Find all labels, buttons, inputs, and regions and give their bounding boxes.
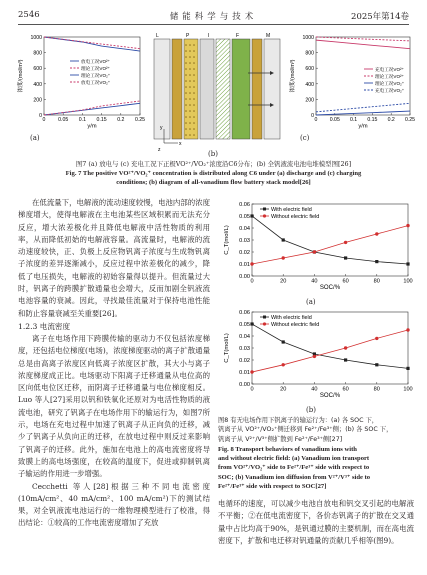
x-tick-label: 0.15 [367,117,378,124]
current-collector-left [172,39,182,139]
legend-label: Without electric field [271,322,320,328]
x-tick-label: 60 [342,278,349,285]
series-line [316,111,410,115]
cecchetti-line: 准，得出结论：①较高的工作电流密度增加了充放 [18,506,210,528]
cell-c2 [200,39,214,139]
electrode-dot [185,74,187,76]
fig8-caption-en-line: Fe²⁺/Fe³⁺ side with respect to SOC[27] [218,482,327,490]
flow-rate-line: 在低流量下，电解液的流动速度较慢，电池内 [32,198,181,207]
cecchetti-line: 果，对全钒液流电池运行的一维物理模型进行了校 [18,506,188,516]
electric-field-line: 下阳离子迁移通量从电位高的区向低电位区迁移，而 [18,370,210,393]
y-tick-label: 0.05 [239,214,250,220]
electrode-dot [193,122,195,124]
fig7-caption-en-1: Fig. 7 The positive VO²⁺/VO₂⁺ concentration is distributed along C6 under (a) discharge and (c) charging [65,170,362,177]
x-tick-label: 0 [42,117,46,124]
series-line [316,103,410,112]
fig8-caption-en-line: Fig. 8 Transport behaviors of vanadium ions with [218,446,357,453]
fig8b-label: (b) [306,406,316,414]
electrode-dot [193,44,195,46]
left-column [18,197,210,530]
data-point [344,241,347,244]
tag-P: P [186,33,190,39]
y-axis-label: 浓度/(mol/m³) [290,59,296,93]
y-tick-label: 0.00 [239,382,250,388]
series-line [252,226,408,264]
series-line [316,37,410,41]
y-tick-label: 200 [305,97,314,104]
fig8-caption-cn-line: 图8 有无电场作用下钒离子的输运行为：(a) 各 SOC 下， [218,417,379,424]
x-tick-label: 0 [314,117,318,124]
y-tick-label: 1000 [30,35,42,41]
electrode-dot [193,110,195,112]
data-point [406,328,409,331]
x-tick-label: 0.25 [404,117,416,124]
x-tick-label: 80 [373,386,380,393]
legend-label: 理论工况VO₂⁺ [375,81,405,86]
y-tick-label: 0.06 [239,202,250,208]
electrode-dot [185,68,187,70]
fig8-caption-cn [218,416,414,444]
legend-label: 理论工况VO₂⁺ [81,73,111,78]
x-tick-label: 0.1 [349,117,358,124]
fig7a-chart [14,31,146,139]
electrode-dot [185,86,187,88]
flow-rate-line: 损失，电解液的初始容量得以提升。但流量过大 [48,271,210,281]
y-tick-label: 800 [305,50,314,57]
legend-label: 放电工况VO₂⁺ [81,80,111,85]
legend-marker [263,214,266,217]
y-axis-label: C_T(mol/L) [224,225,230,255]
x-axis-label: y/m [87,123,97,130]
current-density-line: 对钒通量的贡献几乎相等(图9)。 [291,535,399,545]
electrode-dot [189,122,191,124]
legend-label: With electric field [271,315,312,321]
y-tick-label: 0.00 [239,274,250,280]
electrode-dot [189,104,191,106]
electric-field-line: 浓度梯度，还包括电位梯度(电场)，浓度梯度驱动 [18,333,210,356]
legend-label: 充电工况VO²⁺ [375,67,404,72]
fig8-caption-cn-line: 钒离子从 VO²⁺/VO₂⁺侧迁移到 Fe²⁺/Fe³⁺侧；(b) 各 SOC 下， [218,426,393,434]
data-point [344,358,347,361]
data-point [344,346,347,349]
electrode-dot [193,62,195,64]
flow-rate-line: 积累而无法充分反应，增大浓差极化并且降低电解 [18,210,210,232]
electrode-dot [189,68,191,70]
data-point [282,363,285,366]
y-tick-label: 0.01 [239,370,250,376]
data-point [282,256,285,259]
fig8-caption-en-line: and without electric field: (a) Vanadium ion transport [218,455,370,463]
series-line [252,216,408,264]
y-tick-label: 0.06 [239,310,250,316]
legend-marker [263,316,266,319]
electrode-dot [185,134,187,136]
cell-c3 [216,39,230,139]
data-point [313,250,316,253]
x-tick-label: 100 [403,386,413,393]
cecchetti-line: mA/cm²、40 mA/cm²、100 mA/cm²)下的测试结 [30,493,210,503]
electrode-dot [189,110,191,112]
data-point [250,322,253,325]
y-tick-label: 0.04 [239,226,250,232]
data-point [250,370,253,373]
electric-field-line: 以钒和铁氧化还原对为电活性物质的液流电池，研 [18,395,210,417]
fig7-caption-en-2: conditions; (b) diagram of all-vanadium flow battery stack model[26] [116,179,311,186]
fig8-caption-en [218,445,414,491]
axis-z-label: z [158,147,161,153]
paragraph-cecchetti [18,481,210,530]
flow-rate-line: 部的浓度梯度增大，使得电解液在主电池某些区域 [18,198,210,220]
fig7-caption-cn: 图7 (a) 放电与 (c) 充电工况下正极VO²⁺/VO₂⁺浓度沿C6分布；(b) 全钒液流电池电堆模型图[26] [75,160,352,168]
electrode-dot [185,122,187,124]
data-point [250,262,253,265]
electrode-dot [193,56,195,58]
current-density-line: 膜的主要机制，而在高电流密度下，扩散和电迁移 [218,523,414,545]
current-collector-right [252,39,262,139]
electric-field-line: 下，促进或抑制钒离子输运的作用进一步增强。 [18,456,210,479]
x-tick-label: 40 [311,278,318,285]
journal-title: 储能科学与技术 [169,12,258,22]
fig7b-stack-diagram [150,33,285,155]
electrode-dot [185,116,187,118]
x-axis-label: SOC/% [319,284,341,292]
electrode-dot [189,74,191,76]
electrode-dot [189,44,191,46]
end-plate-right [264,39,280,139]
electrode-dot [185,56,187,58]
section-heading: 1.2.3 电流密度 [18,321,71,331]
flow-rate-line: 时，钒离子的跨膜扩散通量也会增大，反而加剧全 [18,284,188,294]
legend-marker [263,322,266,325]
electrode-dot [189,98,191,100]
electric-field-line: 过来影响了钒离子的迁移。此外，施加在电池上的 [18,432,210,454]
y-tick-label: 400 [305,81,314,88]
electric-field-line: 究了钒离子在电场作用下的输运行为，如图7所示， [18,407,210,430]
cecchetti-line: Cecchetti 等人[28]根据三种不同电流密度(10 [18,481,210,503]
electrode-dot [189,62,191,64]
electrode-dot [185,104,187,106]
x-tick-label: 0.05 [58,117,69,124]
data-point [406,224,409,227]
electrode-dot [189,134,191,136]
y-tick-label: 0.03 [239,238,250,244]
electrode-dot [185,80,187,82]
electric-field-line: 离子在电场作用下跨膜传输的驱动力不仅包括 [32,333,188,343]
x-axis-label: y/m [358,123,368,130]
electric-field-line: 电场在充电过程中加速了钒离子从正向负的迁移， [33,420,203,430]
data-point [375,337,378,340]
tag-I: I [208,33,210,39]
data-point [375,260,378,263]
fig8a-chart [218,198,414,296]
x-tick-label: 20 [280,386,287,393]
data-point [282,340,285,343]
legend-label: 充电工况VO₂⁺ [375,88,405,93]
x-tick-label: 0.25 [134,117,146,124]
data-point [406,262,409,265]
end-plate-left [154,39,170,139]
fig8b-chart [218,306,414,404]
fig8-caption-cn-line: 钒离子从 V²⁺/V³⁺侧扩散到 Fe²⁺/Fe³⁺侧[27] [218,435,343,443]
fig8-caption-en-line: from VO²⁺/VO₂⁺ side to Fe²⁺/Fe³⁺ side with respect to [218,464,370,472]
cell-c1 [184,39,198,139]
electrode-dot [193,116,195,118]
electrode-dot [193,98,195,100]
page-number: 2546 [18,10,40,20]
y-tick-label: 0.01 [239,262,250,268]
electrode-dot [189,116,191,118]
electrode-dot [189,86,191,88]
y-tick-label: 600 [33,66,42,73]
y-tick-label: 1000 [302,35,314,41]
electrode-dot [189,56,191,58]
axis-x-label: x [179,141,182,147]
electrode-dot [193,128,195,130]
electrode-dot [185,92,187,94]
data-point [282,238,285,241]
axis-y-label: y [160,125,163,131]
data-point [406,367,409,370]
data-point [375,363,378,366]
x-tick-label: 0.2 [117,117,125,124]
electrode-dot [193,104,195,106]
legend-label: 放电工况VO²⁺ [81,59,110,64]
fig8a-label: (a) [306,298,316,306]
electrode-dot [189,50,191,52]
electric-field-line: 阴离子迁移通量与电位梯度相反。Luo 等人[27]采用 [18,383,210,405]
legend-marker [263,208,266,211]
y-tick-label: 0 [311,113,314,119]
series-line [44,101,140,115]
electric-field-line: 减少了钒离子从负向正的迁移，在放电过程中则反 [18,420,210,442]
y-axis-label: 浓度/(mol/m³) [18,59,24,93]
volume-info: 2025年第14卷 [351,12,409,22]
electrode-dot [193,134,195,136]
x-axis-label: SOC/% [319,392,341,400]
y-tick-label: 0.04 [239,334,250,340]
current-density-line: 电循环的速度，可以减少电池自放电和钒交叉引起 [218,499,384,508]
right-column-paragraph [218,498,414,547]
x-tick-label: 100 [403,278,413,285]
x-tick-label: 0.05 [329,117,340,124]
electrode-dot [189,128,191,130]
y-tick-label: 0.03 [239,346,250,352]
y-tick-label: 600 [305,66,314,73]
series-line [316,40,410,49]
fig7c-label: (c) [300,134,310,142]
electrode-dot [193,50,195,52]
header-rule [18,24,409,25]
electrode-dot [193,68,195,70]
flow-rate-line: 量。高流量时，电解液的流动速度较快，正、负极 [18,234,210,257]
flow-rate-line: 钒液流电池容量的衰减。因此，寻找最佳流量对于 [18,284,210,306]
series-line [44,37,140,49]
cell-c4 [232,39,250,139]
legend-label: 理论工况VO²⁺ [81,66,110,71]
x-tick-label: 80 [373,278,380,285]
y-tick-label: 0.02 [239,358,250,364]
x-tick-label: 0 [250,278,254,285]
y-tick-label: 0.02 [239,250,250,256]
electric-field-line: 区扩散，其大小与离子浓度梯度成正比。电场驱动 [18,358,210,380]
electrode-dot [185,50,187,52]
data-point [375,232,378,235]
tag-L: L [156,33,159,39]
flow-rate-line: 渐减小，反应过程中浓差极化的减少，降低了电压 [18,259,210,281]
y-axis-label: C_T(mol/L) [224,333,230,363]
x-tick-label: 20 [280,278,287,285]
legend-label: With electric field [271,207,312,213]
x-tick-label: 40 [311,386,318,393]
current-density-line: 的电解液不平衡；②在低电流密度下，各价态钒离 [218,499,414,521]
x-tick-label: 60 [342,386,349,393]
legend-label: Without electric field [271,214,320,220]
x-tick-label: 0 [250,386,254,393]
paragraph-electric-field [18,333,210,481]
flow-rate-line: 保持电池性能和防止容量衰减至关重要[26]。 [18,296,210,318]
data-point [250,214,253,217]
x-tick-label: 0.2 [387,117,395,124]
electrode-dot [185,110,187,112]
fig8-caption-en-line: SOC; (b) Vanadium ion diffusion from V²⁺/V³⁺ side to [218,473,371,481]
tag-F: F [236,33,240,39]
electric-field-line: 高电流密度将导致膜上的高电场强度，在较高的温度 [18,444,210,466]
electrode-dot [193,86,195,88]
electrode-dot [189,80,191,82]
current-density-line: 子的扩散在交叉通量中占比均高于90%，是钒通过 [218,511,414,533]
electrode-dot [185,98,187,100]
electrode-dot [189,92,191,94]
fig7c-chart [286,31,416,139]
electrode-dot [193,80,195,82]
x-tick-label: 0.1 [78,117,87,124]
electrode-dot [185,44,187,46]
x-tick-label: 0.15 [96,117,107,124]
electrode-dot [193,92,195,94]
electric-field-line: 的离子扩散通量总是由高离子浓度区向低离子浓度 [18,346,210,368]
y-tick-label: 0.05 [239,322,250,328]
y-tick-label: 800 [33,50,42,57]
electrode-dot [185,128,187,130]
y-tick-label: 0 [39,113,42,119]
flow-rate-line: 液中活性物质的利用率，从而降低初始的电解液容 [18,222,210,244]
legend-label: 理论工况VO²⁺ [375,74,404,79]
electrode-dot [185,62,187,64]
paragraph-flow-rate [18,197,210,320]
electrode-dot [193,74,195,76]
y-tick-label: 200 [33,97,42,104]
y-tick-label: 400 [33,81,42,88]
series-line [252,324,408,368]
data-point [313,355,316,358]
data-point [344,256,347,259]
fig7b-label: (b) [208,150,218,158]
tag-M: M [266,33,271,39]
flow-rate-line: 上反应物钒离子浓度与生成物钒离子浓度的差异逐 [18,247,210,269]
fig7a-label: (a) [30,134,40,142]
